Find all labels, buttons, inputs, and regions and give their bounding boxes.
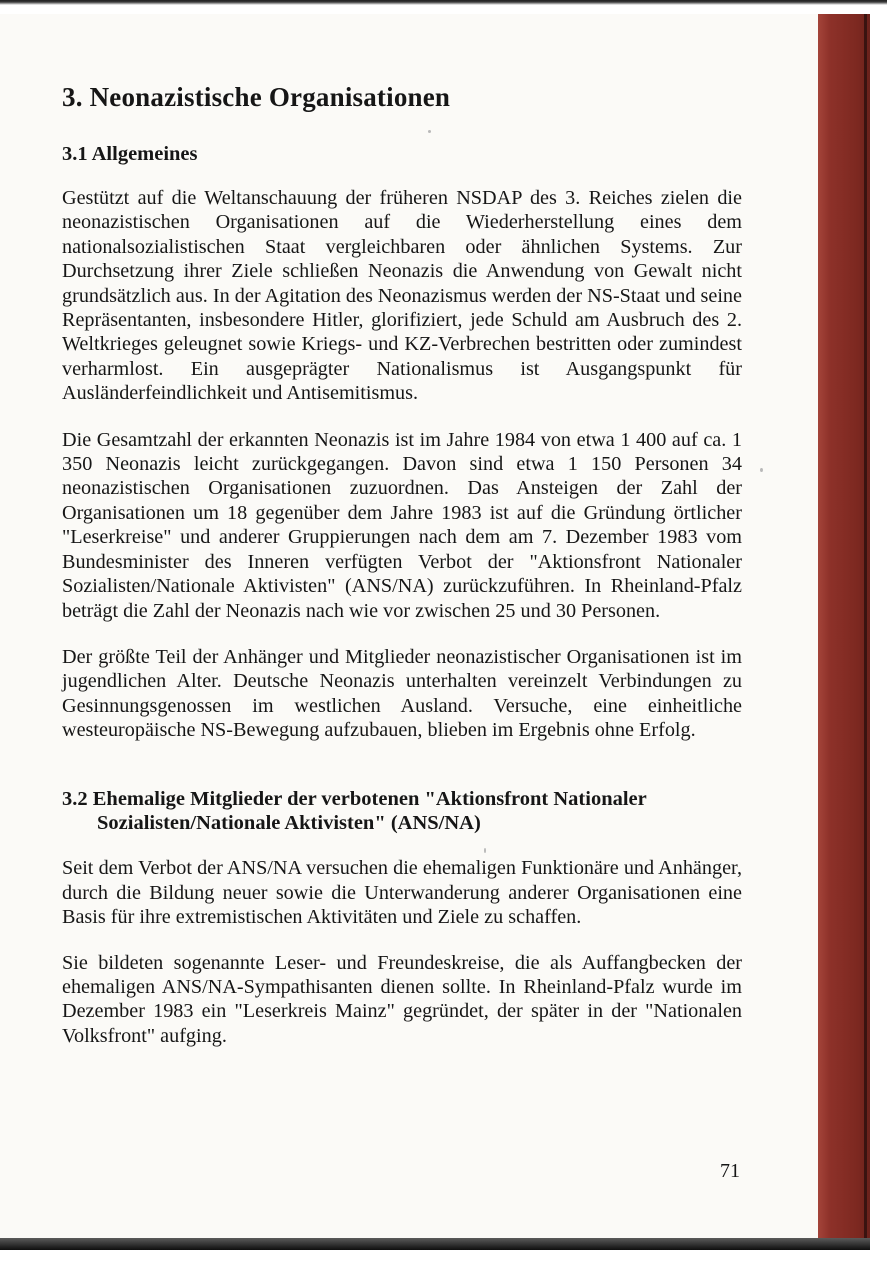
scan-bottom-edge: [0, 1238, 870, 1250]
scan-margin: [0, 1250, 887, 1266]
paragraph: Seit dem Verbot der ANS/NA versuchen die ehemaligen Funktionäre und Anhänger, durch die Bildung neuer sowie die Unterwanderung anderer Organisationen eine Basis für ihre extremistischen Aktivitäten und Ziele zu schaffen.: [62, 857, 742, 929]
section-heading-allgemeines: 3.1 Allgemeines: [62, 143, 198, 165]
spine-edge-line: [864, 14, 867, 1250]
page-content: [62, 80, 742, 1048]
page-number: 71: [720, 1160, 740, 1182]
paragraph: Die Gesamtzahl der erkannten Neonazis ist im Jahre 1984 von etwa 1 400 auf ca. 1 350 Neonazis leicht zurückgegangen. Davon sind etwa 1 150 Personen 34 neonazistischen Organisationen zuzuordnen. Das Ansteigen der Zahl der Organisationen um 18 gegenüber dem Jahre 1983 ist auf die Gründung örtlicher "Leserkreise" und anderer Gruppierungen nach dem am 7. Dezember 1983 vom Bundesminister des Inneren verfügten Verbot der "Aktionsfront Nationaler Sozialisten/Nationale Aktivisten" (ANS/NA) zurückzuführen. In Rheinland-Pfalz beträgt die Zahl der Neonazis nach wie vor zwischen 25 und 30 Personen.: [62, 428, 742, 622]
paper-speck: [760, 468, 763, 472]
book-spine: [818, 14, 870, 1250]
paragraph: Der größte Teil der Anhänger und Mitglieder neonazistischer Organisationen ist im jugendlichen Alter. Deutsche Neonazis unterhalten vereinzelt Verbindungen zu Gesinnungsgenossen im westlichen Ausland. Versuche, eine einheitliche westeuropäische NS-Bewegung aufzubauen, blieben im Ergebnis ohne Erfolg.: [62, 645, 742, 742]
section-heading-ans-na: 3.2 Ehemalige Mitglieder der verbotenen "Aktionsfront Nationaler Sozialisten/Nationale Aktivisten" (ANS/NA): [62, 787, 647, 834]
scan-top-edge: [0, 0, 887, 14]
paragraph: Gestützt auf die Weltanschauung der früheren NSDAP des 3. Reiches zielen die neonazistischen Organisationen auf die Wiederherstellung eines dem nationalsozialistischen Staat vergleichbaren oder ähnlichen Systems. Zur Durchsetzung ihrer Ziele schließen Neonazis die Anwendung von Gewalt nicht grundsätzlich aus. In der Agitation des Neonazismus werden der NS-Staat und seine Repräsentanten, insbesondere Hitler, glorifiziert, jede Schuld am Ausbruch des 2. Weltkrieges geleugnet sowie Kriegs- und KZ-Verbrechen bestritten oder zumindest verharmlost. Ein ausgeprägter Nationalismus ist Ausgangspunkt für Ausländerfeindlichkeit und Antisemitismus.: [62, 187, 742, 405]
paragraph: Sie bildeten sogenannte Leser- und Freundeskreise, die als Auffangbecken der ehemaligen ANS/NA-Sympathisanten dienen sollte. In Rheinland-Pfalz wurde im Dezember 1983 ein "Leserkreis Mainz" gegründet, der später in der "Nationalen Volksfront" aufging.: [62, 951, 742, 1047]
chapter-heading: 3. Neonazistische Organisationen: [62, 82, 451, 112]
